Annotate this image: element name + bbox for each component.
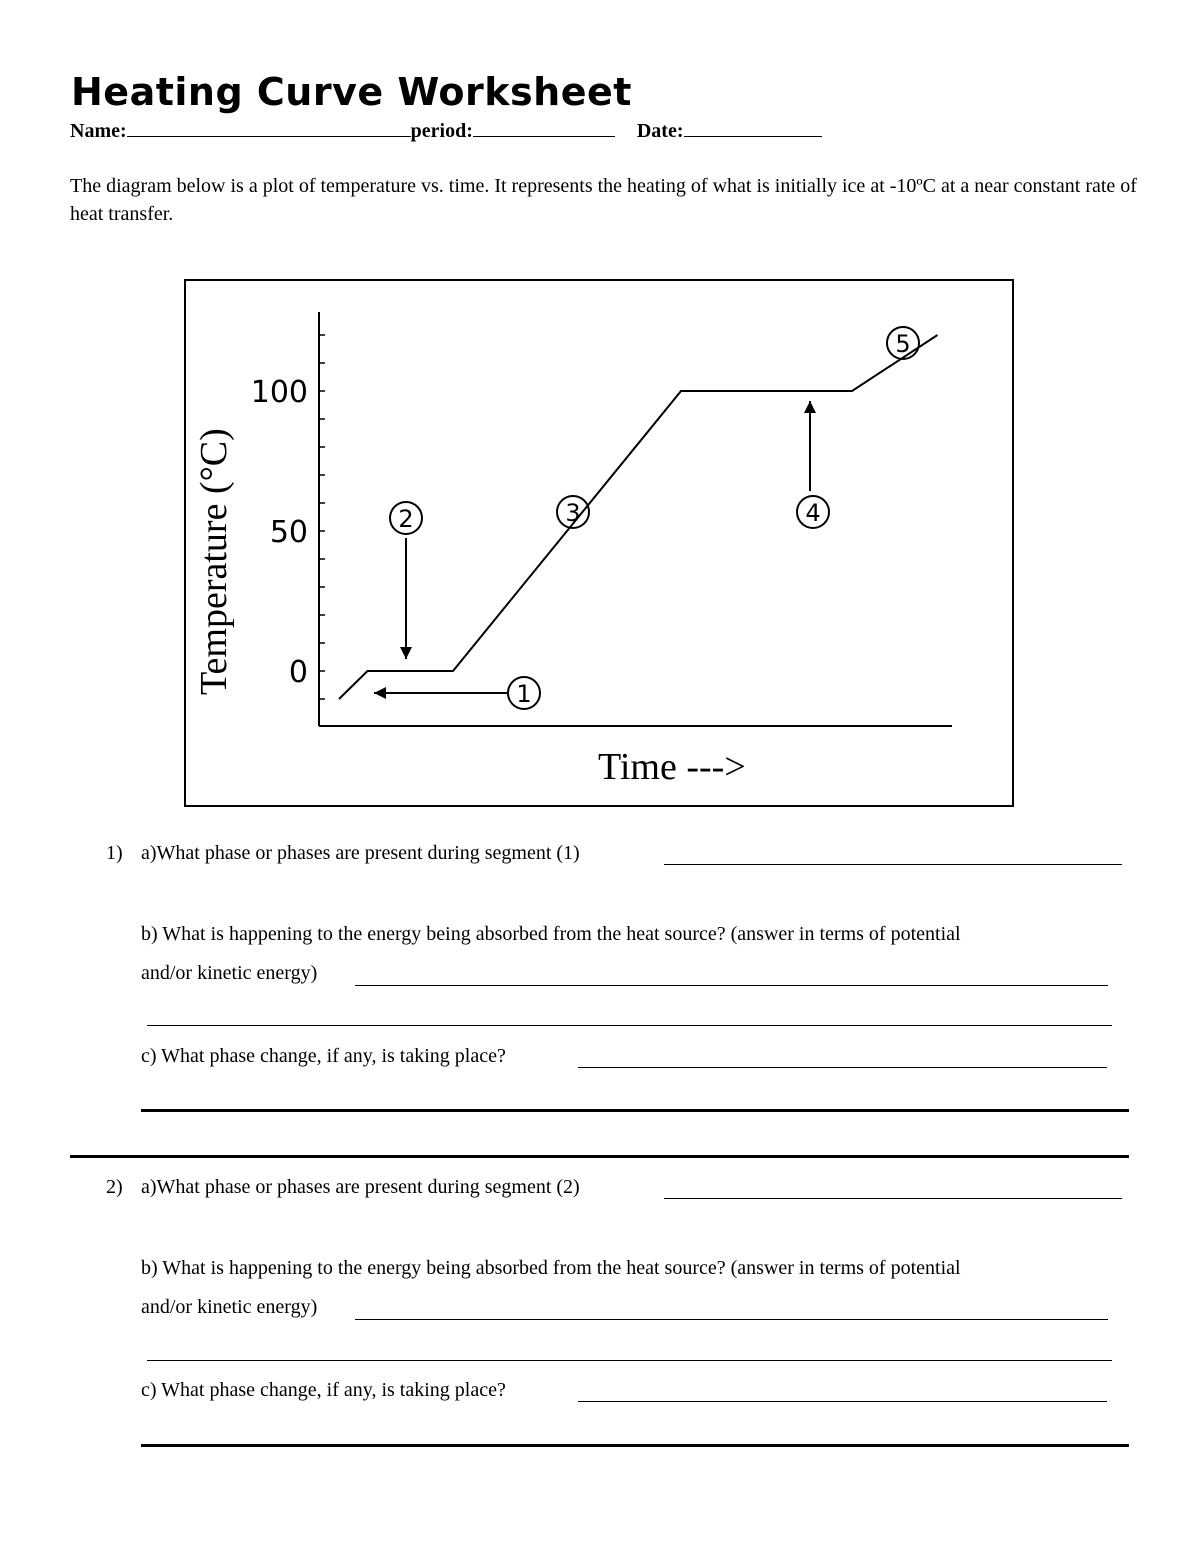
answer-2c-line-2[interactable] bbox=[141, 1444, 1129, 1447]
answer-2c-line[interactable] bbox=[578, 1401, 1107, 1402]
segment-3-label: 3 bbox=[565, 499, 581, 527]
answer-1c-line-2[interactable] bbox=[141, 1109, 1129, 1112]
segment-1-arrowhead bbox=[374, 687, 386, 699]
answer-1a-line[interactable] bbox=[664, 864, 1122, 865]
question-2a-text: a)What phase or phases are present during segment (2) bbox=[141, 1176, 580, 1198]
answer-2b-line[interactable] bbox=[355, 1319, 1108, 1320]
y-axis-label: Temperature (°C) bbox=[193, 428, 235, 695]
page-title: Heating Curve Worksheet bbox=[71, 70, 632, 114]
question-1a-text: a)What phase or phases are present during segment (1) bbox=[141, 842, 580, 864]
name-field[interactable] bbox=[127, 118, 411, 137]
y-tick-label: 50 bbox=[269, 515, 308, 550]
answer-2b-line-2[interactable] bbox=[147, 1360, 1112, 1361]
intro-text: The diagram below is a plot of temperature vs. time. It represents the heating of what is initially ice at -10ºC at a near constant rate of heat transfer. bbox=[70, 175, 1137, 225]
question-1b-text-cont: and/or kinetic energy) bbox=[141, 962, 318, 984]
segment-5-label: 5 bbox=[895, 330, 911, 358]
y-tick-label: 0 bbox=[288, 655, 308, 690]
answer-1c-line[interactable] bbox=[578, 1067, 1107, 1068]
period-label: period: bbox=[410, 120, 473, 142]
answer-2a-line[interactable] bbox=[664, 1198, 1122, 1199]
heating-curve-line bbox=[339, 335, 938, 699]
section-divider bbox=[70, 1155, 1129, 1158]
answer-1b-line-2[interactable] bbox=[147, 1025, 1112, 1026]
question-2b-text: b) What is happening to the energy being absorbed from the heat source? (answer in terms of potential bbox=[141, 1257, 961, 1279]
segment-4-arrowhead bbox=[804, 401, 816, 413]
segment-2-label: 2 bbox=[398, 505, 414, 533]
question-1-number: 1) bbox=[106, 842, 123, 864]
segment-1-label: 1 bbox=[516, 680, 532, 708]
date-field[interactable] bbox=[684, 118, 822, 137]
x-axis-label: Time ---> bbox=[598, 746, 746, 788]
question-1c-text: c) What phase change, if any, is taking place? bbox=[141, 1045, 506, 1067]
segment-2-arrowhead bbox=[400, 647, 412, 659]
y-tick-label: 100 bbox=[250, 375, 308, 410]
question-1b-text: b) What is happening to the energy being absorbed from the heat source? (answer in terms of potential bbox=[141, 923, 961, 945]
answer-1b-line[interactable] bbox=[355, 985, 1108, 986]
question-2b-text-cont: and/or kinetic energy) bbox=[141, 1296, 318, 1318]
period-field[interactable] bbox=[473, 118, 615, 137]
question-2-number: 2) bbox=[106, 1176, 123, 1198]
date-label: Date: bbox=[636, 120, 684, 142]
header-fields bbox=[70, 118, 822, 143]
heating-curve-chart bbox=[184, 279, 1014, 807]
name-label: Name: bbox=[70, 120, 127, 142]
question-2c-text: c) What phase change, if any, is taking place? bbox=[141, 1379, 506, 1401]
segment-4-label: 4 bbox=[805, 499, 821, 527]
